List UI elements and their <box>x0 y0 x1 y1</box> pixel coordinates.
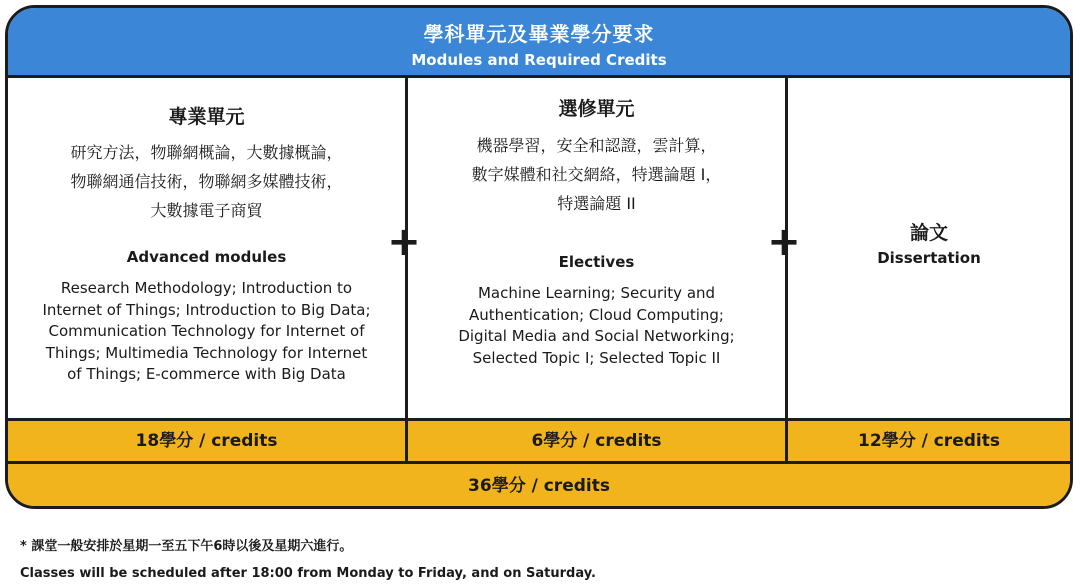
electives-desc-en <box>408 283 785 369</box>
desc-zh-line: 大數據電子商貿 <box>150 201 263 220</box>
desc-zh-line: 物聯網通信技術，物聯網多媒體技術， <box>70 172 343 191</box>
desc-en-line: Selected Topic I; Selected Topic II <box>472 348 721 367</box>
advanced-modules-desc-zh <box>8 138 405 225</box>
credits-row <box>8 418 1070 464</box>
schedule-note-en: Classes will be scheduled after 18:00 from Monday to Friday, and on Saturday. <box>20 566 596 581</box>
advanced-modules-credits: 18學分 / credits <box>135 431 278 451</box>
desc-en-line: Internet of Things; Introduction to Big Data; <box>42 300 371 319</box>
desc-zh-line: 研究方法，物聯網概論，大數據概論， <box>70 143 343 162</box>
total-credits: 36學分 / credits <box>8 464 1070 509</box>
desc-en-line: Machine Learning; Security and <box>477 284 716 302</box>
plus-sign: + <box>387 219 421 265</box>
table-header <box>8 8 1070 78</box>
module-columns <box>8 78 1070 418</box>
desc-en-line: Things; Multimedia Technology for Internet <box>45 343 368 362</box>
desc-en-line: of Things; E-commerce with Big Data <box>67 365 346 383</box>
electives-title-zh: 選修單元 <box>558 98 635 120</box>
electives-title-en: Electives <box>558 253 635 271</box>
desc-en-line: Digital Media and Social Networking; <box>458 327 735 345</box>
desc-zh-line: 機器學習，安全和認證，雲計算， <box>476 136 717 155</box>
dissertation-title-en: Dissertation <box>877 249 981 267</box>
modules-table <box>5 5 1073 509</box>
header-title-en: Modules and Required Credits <box>411 51 667 69</box>
header-title-zh: 學科單元及畢業學分要求 <box>423 22 655 46</box>
advanced-modules-title-en: Advanced modules <box>126 248 287 266</box>
desc-zh-line: 特選論題 II <box>557 194 636 213</box>
advanced-modules-column <box>8 78 405 418</box>
desc-zh-line: 數字媒體和社交網絡，特選論題 I， <box>471 165 722 184</box>
plus-sign: + <box>767 219 801 265</box>
dissertation-credits: 12學分 / credits <box>785 421 1070 461</box>
schedule-note-zh: * 課堂一般安排於星期一至五下午6時以後及星期六進行。 <box>20 539 353 554</box>
electives-credits: 6學分 / credits <box>405 421 785 461</box>
advanced-modules-title-zh: 專業單元 <box>168 106 245 128</box>
electives-column <box>405 78 785 418</box>
dissertation-title-zh: 論文 <box>909 222 948 244</box>
electives-desc-zh <box>408 131 785 218</box>
desc-en-line: Communication Technology for Internet of <box>48 322 365 340</box>
advanced-modules-desc-en <box>8 278 405 386</box>
desc-en-line: Authentication; Cloud Computing; <box>469 305 724 324</box>
dissertation-column <box>785 78 1070 418</box>
desc-en-line: Research Methodology; Introduction to <box>60 279 353 297</box>
